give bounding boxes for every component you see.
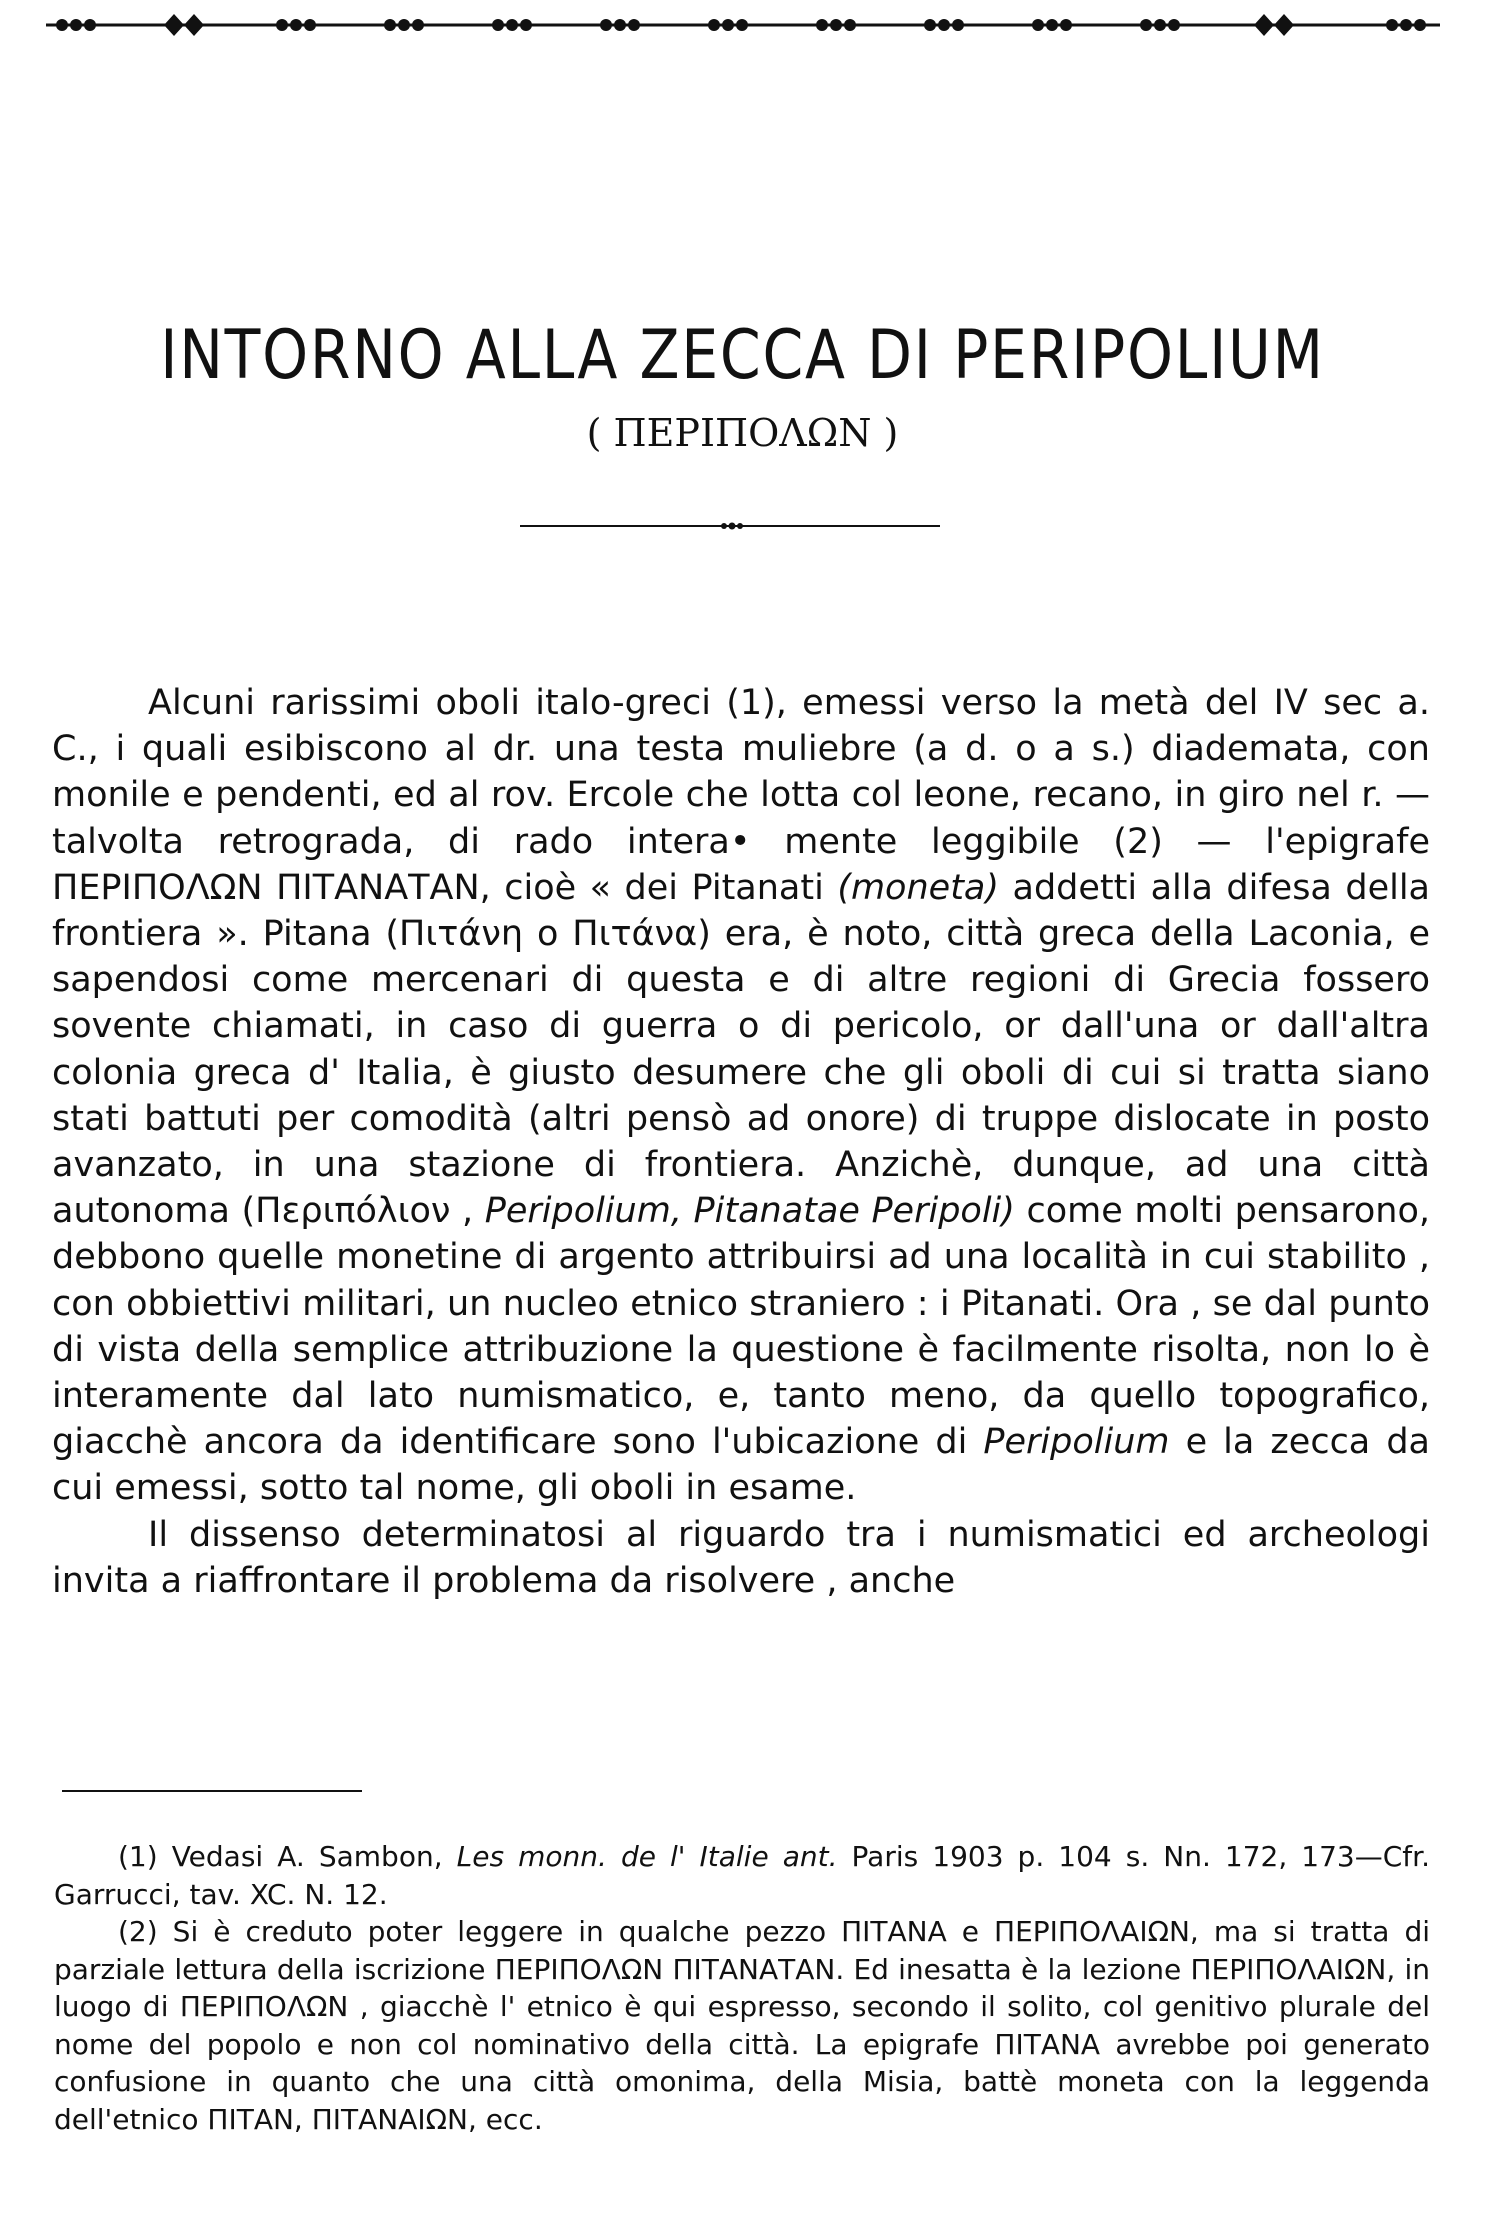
fn1-italic-run: Les monn. de l' Italie ant. [456, 1840, 838, 1873]
body-text [52, 680, 1430, 1604]
paragraph-1 [52, 680, 1430, 1512]
footnote-1 [54, 1838, 1430, 1913]
p1-italic-run: Peripolium, Pitanatae Peripoli) [484, 1191, 1015, 1232]
footnotes [54, 1838, 1430, 2138]
footnote-divider [62, 1790, 362, 1792]
decorative-ornament-border [46, 8, 1440, 42]
page-subtitle: ( ΠΕΡΙΠΟΛΩΝ ) [586, 411, 899, 455]
p1-italic-run: (moneta) [837, 867, 1000, 908]
title-divider [520, 522, 940, 530]
p1-run: e la zecca da cui emessi, sotto tal nome, gli oboli in esame. [52, 1422, 1430, 1509]
p1-run: mente leggibile (2) — l'epigrafe ΠΕΡΙΠΟΛΩΝ ΠΙΤΑΝΑΤΑΝ, cioè « dei Pitanati [52, 821, 1430, 908]
paragraph-2: Il dissenso determinatosi al riguardo tra i numismatici ed archeologi invita a riaffrontare il problema da risolvere , anche [52, 1514, 1430, 1601]
p1-run: addetti alla difesa della frontiera ». Pitana (Πιτάνη o Πιτάνα) era, è noto, città greca della Laconia, e sapendosi come mercenari di questa e di altre regioni di Grecia fossero sovente chiamati, in caso di guerra o di pericolo, or dall'una or dall'altra colonia greca d' Italia, è giusto desumere che gli oboli di cui si tratta siano stati battuti per comodità (altri pensò ad onore) di truppe dislocate in posto avanzato, in una stazione di frontiera. Anzichè, dunque, ad una città autonoma (Περιπόλιον , [52, 867, 1430, 1232]
fn1-run: Paris 1903 p. 104 s. Nn. 172, 173—Cfr. Garrucci, tav. XC. N. 12. [54, 1840, 1430, 1911]
p1-run: Alcuni rarissimi oboli italo-greci (1), emessi verso la metà del IV sec a. C., i quali esibiscono al dr. una testa muliebre (a d. o a s.) diademata, con monile e pendenti, ed al rov. Ercole che lotta col leone, recano, in giro nel r. — talvolta retrograda, di rado intera [52, 683, 1430, 862]
fn1-run: (1) Vedasi A. Sambon, [118, 1840, 457, 1873]
p1-italic-run: Peripolium [983, 1422, 1170, 1463]
page-title: INTORNO ALLA ZECCA DI PERIPOLIUM [160, 316, 1325, 395]
footnote-2: (2) Si è creduto poter leggere in qualche pezzo ΠΙΤΑΝΑ e ΠΕΡΙΠΟΛΑΙΩΝ, ma si tratta di parziale lettura della iscrizione ΠΕΡΙΠΟΛΩΝ ΠΙΤΑΝΑΤΑΝ. Ed inesatta è la lezione ΠΕΡΙΠΟΛΑΙΩΝ, in luogo di ΠΕΡΙΠΟΛΩΝ , giacchè l' etnico è qui espresso, secondo il solito, col genitivo plurale del nome del popolo e non col nominativo della città. La epigrafe ΠΙΤΑΝΑ avrebbe poi generato confusione in quanto che una città omonima, della Misia, battè moneta con la leggenda dell'etnico ΠΙΤΑΝ, ΠΙΤΑΝΑΙΩΝ, ecc. [54, 1915, 1430, 2136]
p1-hyphen-mark: • [729, 821, 751, 862]
p1-run: come molti pensarono, debbono quelle monetine di argento attribuirsi ad una località in cui stabilito , con obbiettivi militari, un nucleo etnico straniero : i Pitanati. Ora , se dal punto di vista della semplice attribuzione la questione è facilmente risolta, non lo è interamente dal lato numismatico, e, tanto meno, da quello topografico, giacchè ancora da identificare sono l'ubicazione di [52, 1191, 1430, 1463]
